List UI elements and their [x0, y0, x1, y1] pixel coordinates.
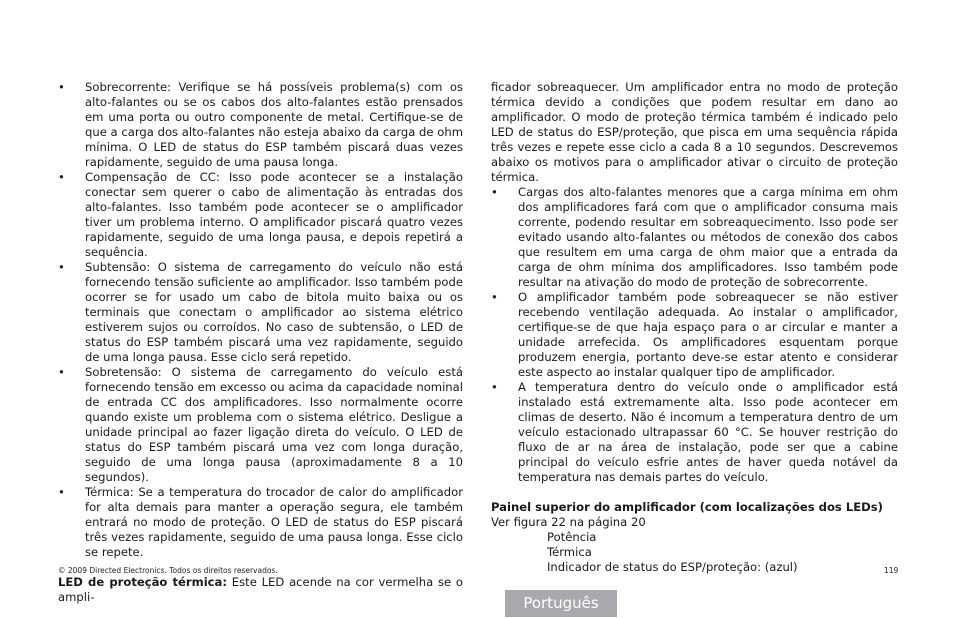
- left-column: [58, 80, 463, 605]
- page-number: 119: [884, 566, 899, 575]
- bullet-dot-icon: •: [58, 365, 65, 379]
- bullet-text: Compensação de CC: Isso pode acontecer se a instalação conectar sem querer o cabo de alimentação às entradas dos alto-falantes. Isso também pode acontecer se o amplificador tiver um problema interno. O amplificador piscará quatro vezes rapidamente, seguido de uma longa pausa, e depois repetirá a sequência.: [85, 170, 463, 259]
- bullet-text: Subtensão: O sistema de carregamento do veículo não está fornecendo tensão suficiente ao amplificador. Isso também pode ocorrer se for usado um cabo de bitola muito baixa ou os terminais que conectam o amplificador ao sistema elétrico estiverem sujos ou corroídos. No caso de subtensão, o LED de status do ESP também piscará uma vez rapidamente, seguido de uma longa pausa. Esse ciclo será repetido.: [85, 260, 463, 364]
- thermal-intro-paragraph: ficador sobreaquecer. Um amplificador entra no modo de proteção térmica devido a condições que podem resultar em dano ao amplificador. O modo de proteção térmica também é indicado pelo LED de status do ESP/proteção, que pisca em uma sequência rápida três vezes e repete esse ciclo a cada 8 a 10 segundos. Descrevemos abaixo os motivos para o amplificador ativar o circuito de proteção térmica.: [491, 80, 898, 184]
- figure-reference: Ver figura 22 na página 20: [491, 515, 646, 529]
- bullet-text: Sobretensão: O sistema de carregamento do veículo está fornecendo tensão em excesso ou acima da capacidade nominal de entrada CC dos amplificadores. Isso normalmente ocorre quando existe um problema com o sistema elétrico. Desligue a unidade principal ao fazer ligação direta do veículo. O LED de status do ESP também piscará uma vez com longa duração, seguido de uma longa pausa (aproximadamente 8 a 10 segundos).: [85, 365, 463, 484]
- right-column: [491, 80, 898, 575]
- bullet-low-impedance: [491, 185, 898, 290]
- led-list-item: Térmica: [547, 545, 592, 559]
- panel-heading: Painel superior do amplificador (com localizações dos LEDs): [491, 500, 883, 514]
- spacer: [491, 485, 898, 500]
- copyright-footer: © 2009 Directed Electronics. Todos os direitos reservados.: [58, 566, 278, 575]
- language-tab: Português: [505, 590, 617, 617]
- bullet-overvoltage: [58, 365, 463, 485]
- bullet-thermal: [58, 485, 463, 560]
- bullet-text: O amplificador também pode sobreaquecer se não estiver recebendo ventilação adequada. Ao instalar o amplificador, certifique-se de que haja espaço para o ar circular e manter a unidade arrefecida. Os amplificadores esquentam porque produzem energia, portanto deve-se estar atento e considerar este aspecto ao instalar qualquer tipo de amplificador.: [518, 290, 898, 379]
- bullet-dot-icon: •: [58, 260, 65, 274]
- bullet-dot-icon: •: [58, 485, 65, 499]
- bullet-ventilation: [491, 290, 898, 380]
- bullet-text: Sobrecorrente: Verifique se há possíveis problema(s) com os alto-falantes ou se os cabos dos alto-falantes estão prensados em uma porta ou outro componente de metal. Certifique-se de que a carga dos alto-falantes não esteja abaixo da carga de ohm mínima. O LED de status do ESP também piscará duas vezes rapidamente, seguido de uma pausa longa.: [85, 80, 463, 169]
- thermal-led-paragraph: [58, 575, 463, 605]
- bullet-overcurrent: [58, 80, 463, 170]
- bullet-text: A temperatura dentro do veículo onde o amplificador está instalado está extremamente alta. Isso pode acontecer em climas de deserto. Não é incomum a temperatura dentro de um veículo estacionado ultrapassar 60 °C. Se houver restrição do fluxo de ar na área de instalação, pode ser que a cabine principal do veículo esfrie antes de haver queda notável da temperatura nas demais partes do veículo.: [518, 380, 898, 484]
- bullet-dot-icon: •: [491, 185, 498, 199]
- bullet-dot-icon: •: [58, 170, 65, 184]
- thermal-led-label: LED de proteção térmica:: [58, 575, 228, 589]
- bullet-dot-icon: •: [491, 380, 498, 394]
- bullet-text: Térmica: Se a temperatura do trocador de calor do amplificador for alta demais para manter a operação segura, ele também entrará no modo de proteção. O LED de status do ESP piscará três vezes rapidamente, seguido de uma pausa longa. Esse ciclo se repete.: [85, 485, 463, 559]
- bullet-ambient-temperature: [491, 380, 898, 485]
- bullet-dot-icon: •: [58, 80, 65, 94]
- bullet-text: Cargas dos alto-falantes menores que a carga mínima em ohm dos amplificadores fará com que o amplificador consuma mais corrente, podendo resultar em sobreaquecimento. Isso pode ser evitado usando alto-falantes ou métodos de conexão dos cabos que resultem em uma carga de ohm maior que a entrada da carga de ohm mínima dos amplificadores. Isso também pode resultar na ativação do modo de proteção de sobrecorrente.: [518, 185, 898, 289]
- led-list-item: Indicador de status do ESP/proteção: (azul): [547, 560, 798, 574]
- bullet-dot-icon: •: [491, 290, 498, 304]
- bullet-undervoltage: [58, 260, 463, 365]
- thermal-led-text: Este LED acende na cor vermelha se o ampli-: [58, 575, 463, 604]
- bullet-dc-offset: [58, 170, 463, 260]
- led-list-item: Potência: [547, 530, 597, 544]
